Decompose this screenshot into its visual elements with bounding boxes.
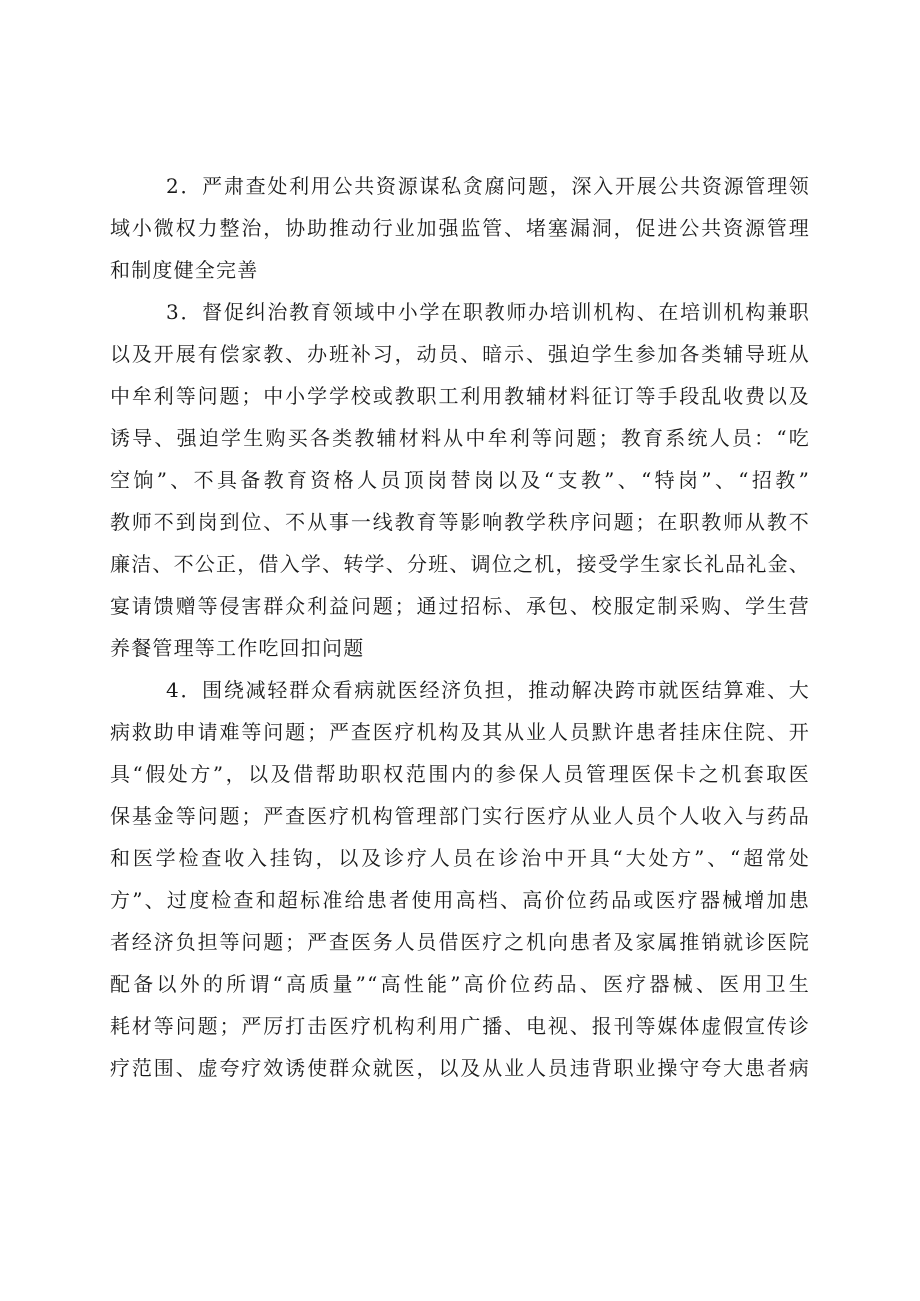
paragraph-line: 2．严肃查处利用公共资源谋私贪腐问题，深入开展公共资源管理领 bbox=[166, 174, 810, 198]
paragraph-line: 疗范围、虚夸疗效诱使群众就医，以及从业人员违背职业操守夸大患者病 bbox=[110, 1056, 810, 1080]
paragraph-line: 空饷”、不具备教育资格人员顶岗替岗以及“支教”、“特岗”、“招教” bbox=[110, 468, 811, 492]
paragraph-line: 宴请馈赠等侵害群众利益问题；通过招标、承包、校服定制采购、学生营 bbox=[110, 594, 810, 618]
paragraph-line: 方”、过度检查和超标准给患者使用高档、高价位药品或医疗器械增加患 bbox=[110, 888, 810, 912]
paragraph-line: 中牟利等问题；中小学学校或教职工利用教辅材料征订等手段乱收费以及 bbox=[110, 384, 810, 408]
paragraph-line: 配备以外的所谓“高质量”“高性能”高价位药品、医疗器械、医用卫生 bbox=[110, 972, 810, 996]
paragraph-line: 诱导、强迫学生购买各类教辅材料从中牟利等问题；教育系统人员：“吃 bbox=[110, 426, 810, 450]
paragraph-line: 域小微权力整治，协助推动行业加强监管、堵塞漏洞，促进公共资源管理 bbox=[110, 216, 810, 240]
paragraph-line: 者经济负担等问题；严查医务人员借医疗之机向患者及家属推销就诊医院 bbox=[110, 930, 810, 954]
paragraph-line: 以及开展有偿家教、办班补习，动员、暗示、强迫学生参加各类辅导班从 bbox=[110, 342, 810, 366]
paragraph-line: 和医学检查收入挂钩，以及诊疗人员在诊治中开具“大处方”、“超常处 bbox=[110, 846, 810, 870]
paragraph-line: 教师不到岗到位、不从事一线教育等影响教学秩序问题；在职教师从教不 bbox=[110, 510, 810, 534]
paragraph-item-2 bbox=[110, 165, 810, 291]
paragraph-item-4 bbox=[110, 669, 810, 1089]
paragraph-line: 养餐管理等工作吃回扣问题 bbox=[110, 636, 365, 660]
paragraph-line: 具“假处方”，以及借帮助职权范围内的参保人员管理医保卡之机套取医 bbox=[110, 762, 810, 786]
paragraph-line: 4．围绕减轻群众看病就医经济负担，推动解决跨市就医结算难、大 bbox=[166, 678, 810, 702]
paragraph-line: 耗材等问题；严厉打击医疗机构利用广播、电视、报刊等媒体虚假宣传诊 bbox=[110, 1014, 810, 1038]
paragraph-line: 和制度健全完善 bbox=[110, 258, 259, 282]
paragraph-item-3 bbox=[110, 291, 810, 669]
document-body bbox=[110, 165, 810, 1089]
paragraph-line: 病救助申请难等问题；严查医疗机构及其从业人员默许患者挂床住院、开 bbox=[110, 720, 810, 744]
paragraph-line: 3．督促纠治教育领域中小学在职教师办培训机构、在培训机构兼职 bbox=[166, 300, 810, 324]
paragraph-line: 廉洁、不公正，借入学、转学、分班、调位之机，接受学生家长礼品礼金、 bbox=[110, 552, 810, 576]
paragraph-line: 保基金等问题；严查医疗机构管理部门实行医疗从业人员个人收入与药品 bbox=[110, 804, 810, 828]
